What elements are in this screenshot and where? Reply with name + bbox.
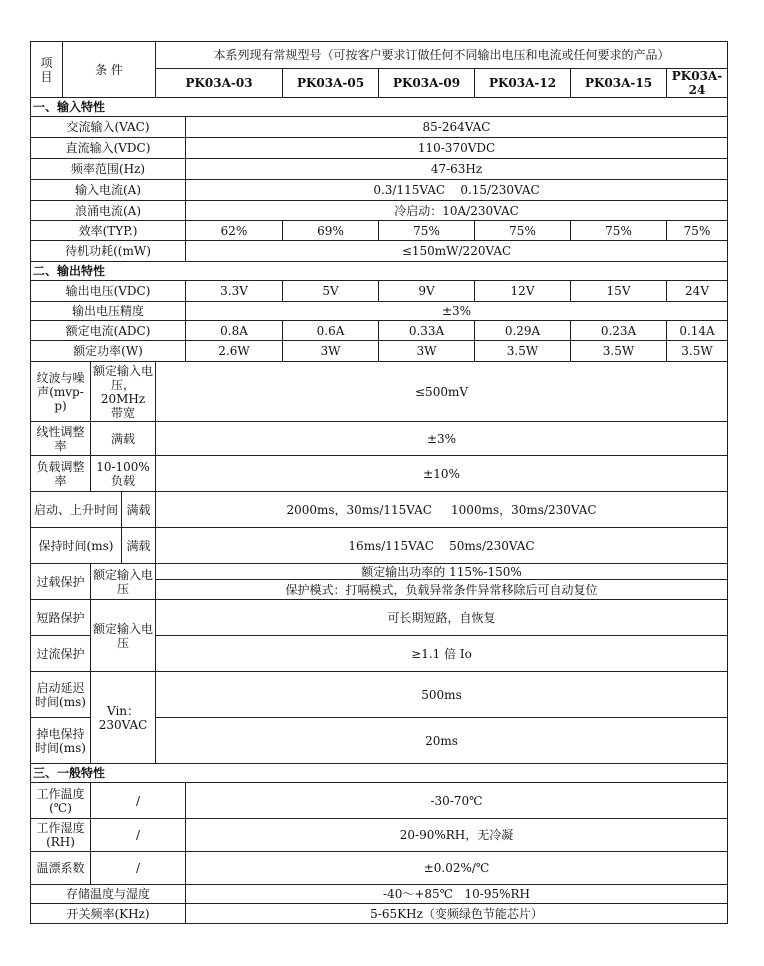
row-value: 62% [186, 221, 283, 241]
condition-header: 条 件 [63, 42, 156, 98]
row-condition: 10-100%负载 [91, 456, 156, 492]
row-value: ±0.02%/℃ [186, 852, 728, 885]
row-label: 存储温度与湿度 [31, 885, 186, 904]
table-row [31, 422, 728, 456]
row-label: 过流保护 [31, 636, 91, 672]
row-value: 3.5W [475, 341, 571, 362]
row-value: ≤500mV [156, 362, 728, 422]
table-row [31, 302, 728, 321]
row-value: 0.29A [475, 321, 571, 341]
row-label: 掉电保持时间(ms) [31, 718, 91, 764]
section-row [31, 262, 728, 281]
model-name: PK03A-05 [283, 69, 379, 98]
row-label: 直流输入(VDC) [31, 138, 186, 159]
row-condition: / [91, 783, 186, 819]
row-value: 0.6A [283, 321, 379, 341]
table-row [31, 341, 728, 362]
row-label: 输入电流(A) [31, 180, 186, 201]
table-row [31, 600, 728, 636]
row-value: 3.5W [667, 341, 728, 362]
row-value: 20ms [156, 718, 728, 764]
row-value: 75% [667, 221, 728, 241]
table-header-row [31, 42, 728, 69]
row-label: 温漂系数 [31, 852, 91, 885]
section-title-general: 三、一般特性 [31, 764, 728, 783]
row-label: 工作温度(℃) [31, 783, 91, 819]
row-value: 3.3V [186, 281, 283, 302]
row-condition: Vin：230VAC [91, 672, 156, 764]
row-value: 保护模式：打嗝模式，负载异常条件异常移除后可自动复位 [156, 580, 728, 600]
row-value: 3.5W [571, 341, 667, 362]
row-condition: 满载 [91, 422, 156, 456]
table-row [31, 492, 728, 528]
table-row [31, 885, 728, 904]
table-row [31, 159, 728, 180]
row-label: 线性调整率 [31, 422, 91, 456]
row-label: 过载保护 [31, 564, 91, 600]
row-value: 500ms [156, 672, 728, 718]
row-value: 9V [379, 281, 475, 302]
row-label: 启动延迟时间(ms) [31, 672, 91, 718]
table-row [31, 221, 728, 241]
row-condition: 满载 [122, 492, 156, 528]
row-value: 冷启动：10A/230VAC [186, 201, 728, 221]
row-label: 开关频率(KHz) [31, 904, 186, 924]
row-value: 69% [283, 221, 379, 241]
row-label: 短路保护 [31, 600, 91, 636]
row-value: 0.8A [186, 321, 283, 341]
table-row [31, 456, 728, 492]
row-label: 保持时间(ms) [31, 528, 122, 564]
table-row [31, 783, 728, 819]
row-label: 额定电流(ADC) [31, 321, 186, 341]
row-label: 输出电压(VDC) [31, 281, 186, 302]
row-value: 2.6W [186, 341, 283, 362]
spec-table [30, 41, 728, 924]
series-description: 本系列现有常规型号（可按客户要求订做任何不同输出电压和电流或任何要求的产品） [156, 42, 728, 69]
section-title-output: 二、输出特性 [31, 262, 728, 281]
row-value: 0.3/115VAC 0.15/230VAC [186, 180, 728, 201]
row-label: 额定功率(W) [31, 341, 186, 362]
row-condition: 额定输入电压，20MHz 带宽 [91, 362, 156, 422]
row-value: 75% [571, 221, 667, 241]
row-value: ≥1.1 倍 Io [156, 636, 728, 672]
row-label: 纹波与噪声(mvp-p) [31, 362, 91, 422]
model-name: PK03A-03 [156, 69, 283, 98]
table-row [31, 201, 728, 221]
table-row [31, 281, 728, 302]
row-value: 85-264VAC [186, 117, 728, 138]
table-row [31, 564, 728, 580]
row-label: 频率范围(Hz) [31, 159, 186, 180]
model-name: PK03A-12 [475, 69, 571, 98]
item-header: 项 目 [31, 42, 63, 98]
row-value: 0.33A [379, 321, 475, 341]
row-value: 16ms/115VAC 50ms/230VAC [156, 528, 728, 564]
row-value: 20-90%RH，无冷凝 [186, 819, 728, 852]
row-condition: 额定输入电压 [91, 600, 156, 672]
row-value: 110-370VDC [186, 138, 728, 159]
model-name: PK03A-24 [667, 69, 728, 98]
section-title-input: 一、输入特性 [31, 98, 728, 117]
row-value: 3W [283, 341, 379, 362]
row-label: 负载调整率 [31, 456, 91, 492]
table-row [31, 528, 728, 564]
row-value: ≤150mW/220VAC [186, 241, 728, 262]
table-row [31, 180, 728, 201]
row-label: 待机功耗((mW) [31, 241, 186, 262]
row-value: 24V [667, 281, 728, 302]
table-row [31, 904, 728, 924]
row-value: 3W [379, 341, 475, 362]
row-value: 5-65KHz（变频绿色节能芯片） [186, 904, 728, 924]
row-value: -40～+85℃ 10-95%RH [186, 885, 728, 904]
row-value: 可长期短路，自恢复 [156, 600, 728, 636]
table-row [31, 852, 728, 885]
model-name: PK03A-15 [571, 69, 667, 98]
model-name: PK03A-09 [379, 69, 475, 98]
table-row [31, 819, 728, 852]
row-label: 输出电压精度 [31, 302, 186, 321]
row-value: 5V [283, 281, 379, 302]
row-value: 额定输出功率的 115%-150% [156, 564, 728, 580]
row-label: 效率(TYP.) [31, 221, 186, 241]
row-value: -30-70℃ [186, 783, 728, 819]
row-condition: 满载 [122, 528, 156, 564]
row-value: 15V [571, 281, 667, 302]
table-row [31, 117, 728, 138]
table-row [31, 138, 728, 159]
table-row [31, 321, 728, 341]
row-value: ±10% [156, 456, 728, 492]
row-value: ±3% [186, 302, 728, 321]
row-value: 0.14A [667, 321, 728, 341]
row-value: 75% [379, 221, 475, 241]
table-row [31, 241, 728, 262]
row-label: 工作湿度(RH) [31, 819, 91, 852]
section-row [31, 764, 728, 783]
row-label: 启动、上升时间 [31, 492, 122, 528]
row-value: ±3% [156, 422, 728, 456]
row-condition: 额定输入电压 [91, 564, 156, 600]
row-value: 0.23A [571, 321, 667, 341]
row-value: 75% [475, 221, 571, 241]
row-value: 12V [475, 281, 571, 302]
row-value: 2000ms，30ms/115VAC 1000ms，30ms/230VAC [156, 492, 728, 528]
table-row [31, 362, 728, 422]
section-row [31, 98, 728, 117]
row-condition: / [91, 852, 186, 885]
table-row [31, 672, 728, 718]
row-label: 交流输入(VAC) [31, 117, 186, 138]
row-label: 浪涌电流(A) [31, 201, 186, 221]
row-value: 47-63Hz [186, 159, 728, 180]
row-condition: / [91, 819, 186, 852]
